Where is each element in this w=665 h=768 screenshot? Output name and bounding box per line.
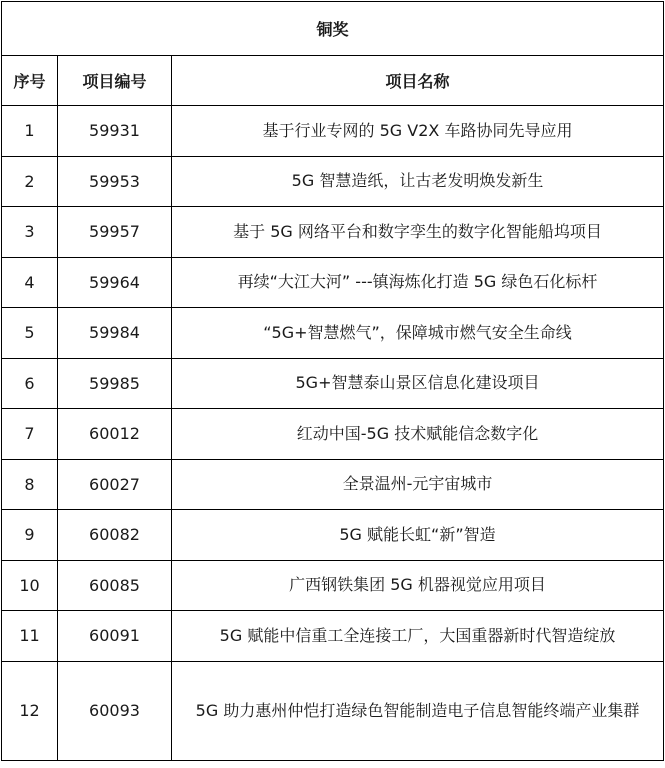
table-row [2, 661, 664, 760]
row-number: 1 [2, 106, 58, 157]
project-name: 基于 5G 网络平台和数字孪生的数字化智能船坞项目 [172, 207, 664, 258]
project-code: 60085 [58, 560, 172, 611]
bronze-award-table [1, 1, 664, 761]
row-number: 7 [2, 409, 58, 460]
project-code: 59953 [58, 156, 172, 207]
table-row [2, 409, 664, 460]
row-number: 10 [2, 560, 58, 611]
table-header-row [2, 56, 664, 106]
table-row [2, 459, 664, 510]
row-number: 3 [2, 207, 58, 258]
column-header-no: 序号 [2, 56, 58, 106]
project-name: 5G+智慧泰山景区信息化建设项目 [172, 358, 664, 409]
row-number: 8 [2, 459, 58, 510]
project-code: 60093 [58, 661, 172, 760]
project-code: 60091 [58, 611, 172, 662]
row-number: 9 [2, 510, 58, 561]
row-number: 4 [2, 257, 58, 308]
table-title-row [2, 2, 664, 56]
project-name: 全景温州-元宇宙城市 [172, 459, 664, 510]
table-row [2, 106, 664, 157]
project-name: 红动中国-5G 技术赋能信念数字化 [172, 409, 664, 460]
column-header-name: 项目名称 [172, 56, 664, 106]
project-code: 59984 [58, 308, 172, 359]
project-code: 60027 [58, 459, 172, 510]
project-code: 59931 [58, 106, 172, 157]
table-row [2, 207, 664, 258]
table-row [2, 308, 664, 359]
project-name: “5G+智慧燃气”，保障城市燃气安全生命线 [172, 308, 664, 359]
project-name: 5G 助力惠州仲恺打造绿色智能制造电子信息智能终端产业集群 [172, 661, 664, 760]
table-title: 铜奖 [2, 2, 664, 56]
project-name: 广西钢铁集团 5G 机器视觉应用项目 [172, 560, 664, 611]
row-number: 12 [2, 661, 58, 760]
table-row [2, 560, 664, 611]
row-number: 2 [2, 156, 58, 207]
project-code: 60012 [58, 409, 172, 460]
project-name: 再续“大江大河” ---镇海炼化打造 5G 绿色石化标杆 [172, 257, 664, 308]
table-row [2, 611, 664, 662]
table-row [2, 257, 664, 308]
project-code: 59957 [58, 207, 172, 258]
project-name: 基于行业专网的 5G V2X 车路协同先导应用 [172, 106, 664, 157]
row-number: 5 [2, 308, 58, 359]
project-code: 60082 [58, 510, 172, 561]
row-number: 11 [2, 611, 58, 662]
project-name: 5G 赋能长虹“新”智造 [172, 510, 664, 561]
project-name: 5G 智慧造纸，让古老发明焕发新生 [172, 156, 664, 207]
table-row [2, 156, 664, 207]
table-row [2, 358, 664, 409]
column-header-code: 项目编号 [58, 56, 172, 106]
project-name: 5G 赋能中信重工全连接工厂，大国重器新时代智造绽放 [172, 611, 664, 662]
project-code: 59964 [58, 257, 172, 308]
table-row [2, 510, 664, 561]
project-code: 59985 [58, 358, 172, 409]
row-number: 6 [2, 358, 58, 409]
